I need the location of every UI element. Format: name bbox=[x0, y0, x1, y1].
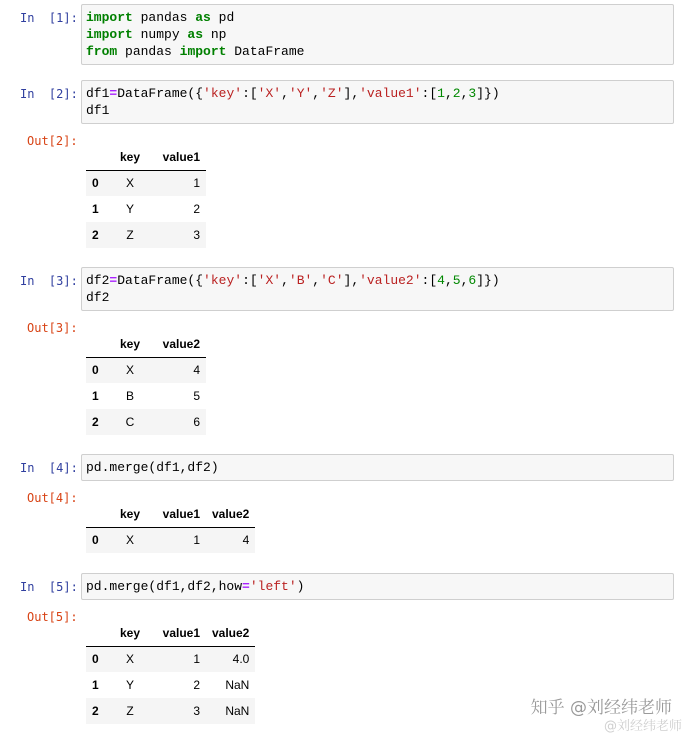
row-index: 0 bbox=[92, 363, 99, 378]
output-prompt: Out[5]: bbox=[27, 610, 78, 624]
table-cell: 2 bbox=[193, 678, 200, 692]
table-row bbox=[86, 409, 206, 435]
table-cell: C bbox=[125, 415, 135, 429]
code-line bbox=[86, 85, 669, 102]
code-token: :[ bbox=[421, 86, 438, 101]
code-token: :[ bbox=[242, 273, 258, 288]
code-line bbox=[86, 26, 669, 43]
table-cell: NaN bbox=[225, 704, 250, 718]
table-cell: X bbox=[125, 652, 134, 667]
code-token: 'key' bbox=[203, 86, 243, 101]
table-cell: 2 bbox=[193, 202, 200, 216]
watermark-text: 知乎 @刘经纬老师 bbox=[530, 698, 672, 718]
table-row bbox=[86, 698, 255, 724]
code-token: ], bbox=[343, 273, 360, 288]
code-token: pd.merge(df1,df2,how bbox=[86, 579, 243, 594]
table-cell: X bbox=[125, 363, 134, 378]
code-token: :[ bbox=[242, 86, 258, 101]
code-token: , bbox=[312, 273, 321, 288]
table-cell: NaN bbox=[225, 678, 250, 692]
row-index: 2 bbox=[92, 228, 99, 242]
column-header: key bbox=[108, 331, 152, 357]
code-line bbox=[86, 43, 669, 60]
code-token: 'B' bbox=[288, 273, 313, 288]
code-token: = bbox=[109, 273, 118, 288]
table-row bbox=[86, 170, 206, 196]
index-header bbox=[86, 620, 108, 646]
table-cell: 4.0 bbox=[232, 652, 250, 667]
code-token: 'X' bbox=[257, 86, 282, 101]
code-line bbox=[86, 578, 669, 595]
code-editor[interactable] bbox=[81, 267, 674, 311]
table-cell: X bbox=[125, 176, 134, 191]
code-token: 'value1' bbox=[359, 86, 422, 101]
code-token: pandas bbox=[117, 44, 180, 59]
code-token: , bbox=[281, 273, 289, 288]
output-prompt: Out[4]: bbox=[27, 491, 78, 505]
table-cell: Y bbox=[125, 202, 134, 216]
code-token: import bbox=[86, 27, 133, 42]
code-token: pd bbox=[210, 10, 235, 25]
input-prompt: In [2]: bbox=[20, 87, 78, 101]
dataframe-output bbox=[86, 144, 206, 248]
code-token: df1 bbox=[86, 86, 110, 101]
code-token: 'key' bbox=[203, 273, 243, 288]
code-token: 'C' bbox=[320, 273, 344, 288]
code-token: = bbox=[242, 579, 250, 594]
table-cell: 3 bbox=[193, 704, 200, 718]
code-token: 1 bbox=[437, 86, 445, 101]
dataframe-output bbox=[86, 331, 206, 435]
code-token: 3 bbox=[468, 86, 477, 101]
table-cell: 5 bbox=[193, 389, 200, 403]
code-token: 6 bbox=[468, 273, 477, 288]
code-token: ]}) bbox=[476, 273, 500, 288]
dataframe-output bbox=[86, 501, 255, 553]
row-index: 1 bbox=[92, 389, 99, 403]
code-line bbox=[86, 272, 669, 289]
input-prompt: In [1]: bbox=[20, 11, 78, 25]
table-cell: 6 bbox=[193, 415, 200, 429]
input-prompt: In [5]: bbox=[20, 580, 78, 594]
table-cell: X bbox=[125, 533, 134, 548]
column-header: value1 bbox=[152, 620, 206, 646]
code-token: 'Z' bbox=[320, 86, 344, 101]
code-token: 'X' bbox=[257, 273, 282, 288]
code-token: DataFrame({ bbox=[117, 86, 204, 101]
code-token: :[ bbox=[421, 273, 438, 288]
index-header bbox=[86, 144, 108, 170]
column-header: key bbox=[108, 620, 152, 646]
column-header: value1 bbox=[152, 144, 206, 170]
code-token: = bbox=[109, 86, 118, 101]
table-row bbox=[86, 222, 206, 248]
code-line bbox=[86, 289, 669, 306]
code-token: pd.merge(df1,df2) bbox=[86, 460, 219, 475]
code-token: 4 bbox=[437, 273, 445, 288]
code-editor[interactable] bbox=[81, 4, 674, 65]
code-token: , bbox=[460, 86, 469, 101]
table-row bbox=[86, 646, 255, 672]
column-header: key bbox=[108, 144, 152, 170]
code-token: ], bbox=[343, 86, 360, 101]
row-index: 1 bbox=[92, 678, 99, 692]
table-cell: 4 bbox=[242, 533, 250, 548]
code-token: , bbox=[281, 86, 289, 101]
table-cell: 1 bbox=[193, 533, 200, 548]
code-token: import bbox=[86, 10, 133, 25]
table-row bbox=[86, 527, 255, 553]
table-row bbox=[86, 672, 255, 698]
code-token: from bbox=[86, 44, 118, 59]
code-token: 'left' bbox=[249, 579, 297, 594]
input-prompt: In [3]: bbox=[20, 274, 78, 288]
code-token: df1 bbox=[86, 103, 110, 118]
output-prompt: Out[2]: bbox=[27, 134, 78, 148]
row-index: 2 bbox=[92, 704, 99, 718]
table-cell: B bbox=[125, 389, 134, 403]
code-token: as bbox=[187, 27, 204, 42]
table-row bbox=[86, 383, 206, 409]
column-header: value2 bbox=[206, 501, 255, 527]
code-token: ]}) bbox=[476, 86, 500, 101]
code-token: , bbox=[444, 273, 453, 288]
column-header: value2 bbox=[206, 620, 255, 646]
index-header bbox=[86, 331, 108, 357]
code-token: , bbox=[444, 86, 453, 101]
code-token: pandas bbox=[132, 10, 196, 25]
table-cell: 1 bbox=[193, 176, 200, 191]
table-cell: Z bbox=[126, 228, 134, 242]
code-token: 'Y' bbox=[288, 86, 313, 101]
table-row bbox=[86, 196, 206, 222]
row-index: 2 bbox=[92, 415, 99, 429]
column-header: value1 bbox=[152, 501, 206, 527]
code-token: 'value2' bbox=[359, 273, 422, 288]
code-token: numpy bbox=[132, 27, 188, 42]
code-token: as bbox=[195, 10, 211, 25]
code-token: 5 bbox=[452, 273, 461, 288]
code-token: import bbox=[179, 44, 227, 59]
table-cell: 4 bbox=[193, 363, 200, 378]
code-token: DataFrame bbox=[226, 44, 305, 59]
dataframe-output bbox=[86, 620, 255, 724]
row-index: 0 bbox=[92, 652, 99, 667]
table-cell: 3 bbox=[193, 228, 200, 242]
code-token: df2 bbox=[86, 290, 110, 305]
table-row bbox=[86, 357, 206, 383]
index-header bbox=[86, 501, 108, 527]
row-index: 1 bbox=[92, 202, 99, 216]
code-line bbox=[86, 102, 669, 119]
code-token: 2 bbox=[452, 86, 461, 101]
table-cell: 1 bbox=[193, 652, 200, 667]
code-line bbox=[86, 459, 669, 476]
code-token: , bbox=[312, 86, 321, 101]
code-token: np bbox=[203, 27, 227, 42]
code-token: , bbox=[460, 273, 469, 288]
column-header: key bbox=[108, 501, 152, 527]
code-token: DataFrame({ bbox=[117, 273, 204, 288]
output-prompt: Out[3]: bbox=[27, 321, 78, 335]
watermark-subtext: @刘经纬老师 bbox=[603, 719, 682, 734]
code-editor[interactable] bbox=[81, 80, 674, 124]
row-index: 0 bbox=[92, 533, 99, 548]
code-token: df2 bbox=[86, 273, 110, 288]
table-cell: Z bbox=[126, 704, 134, 718]
input-prompt: In [4]: bbox=[20, 461, 78, 475]
row-index: 0 bbox=[92, 176, 99, 191]
code-token: ) bbox=[296, 579, 305, 594]
code-line bbox=[86, 9, 669, 26]
code-editor[interactable] bbox=[81, 454, 674, 481]
code-editor[interactable] bbox=[81, 573, 674, 600]
table-cell: Y bbox=[125, 678, 134, 692]
column-header: value2 bbox=[152, 331, 206, 357]
